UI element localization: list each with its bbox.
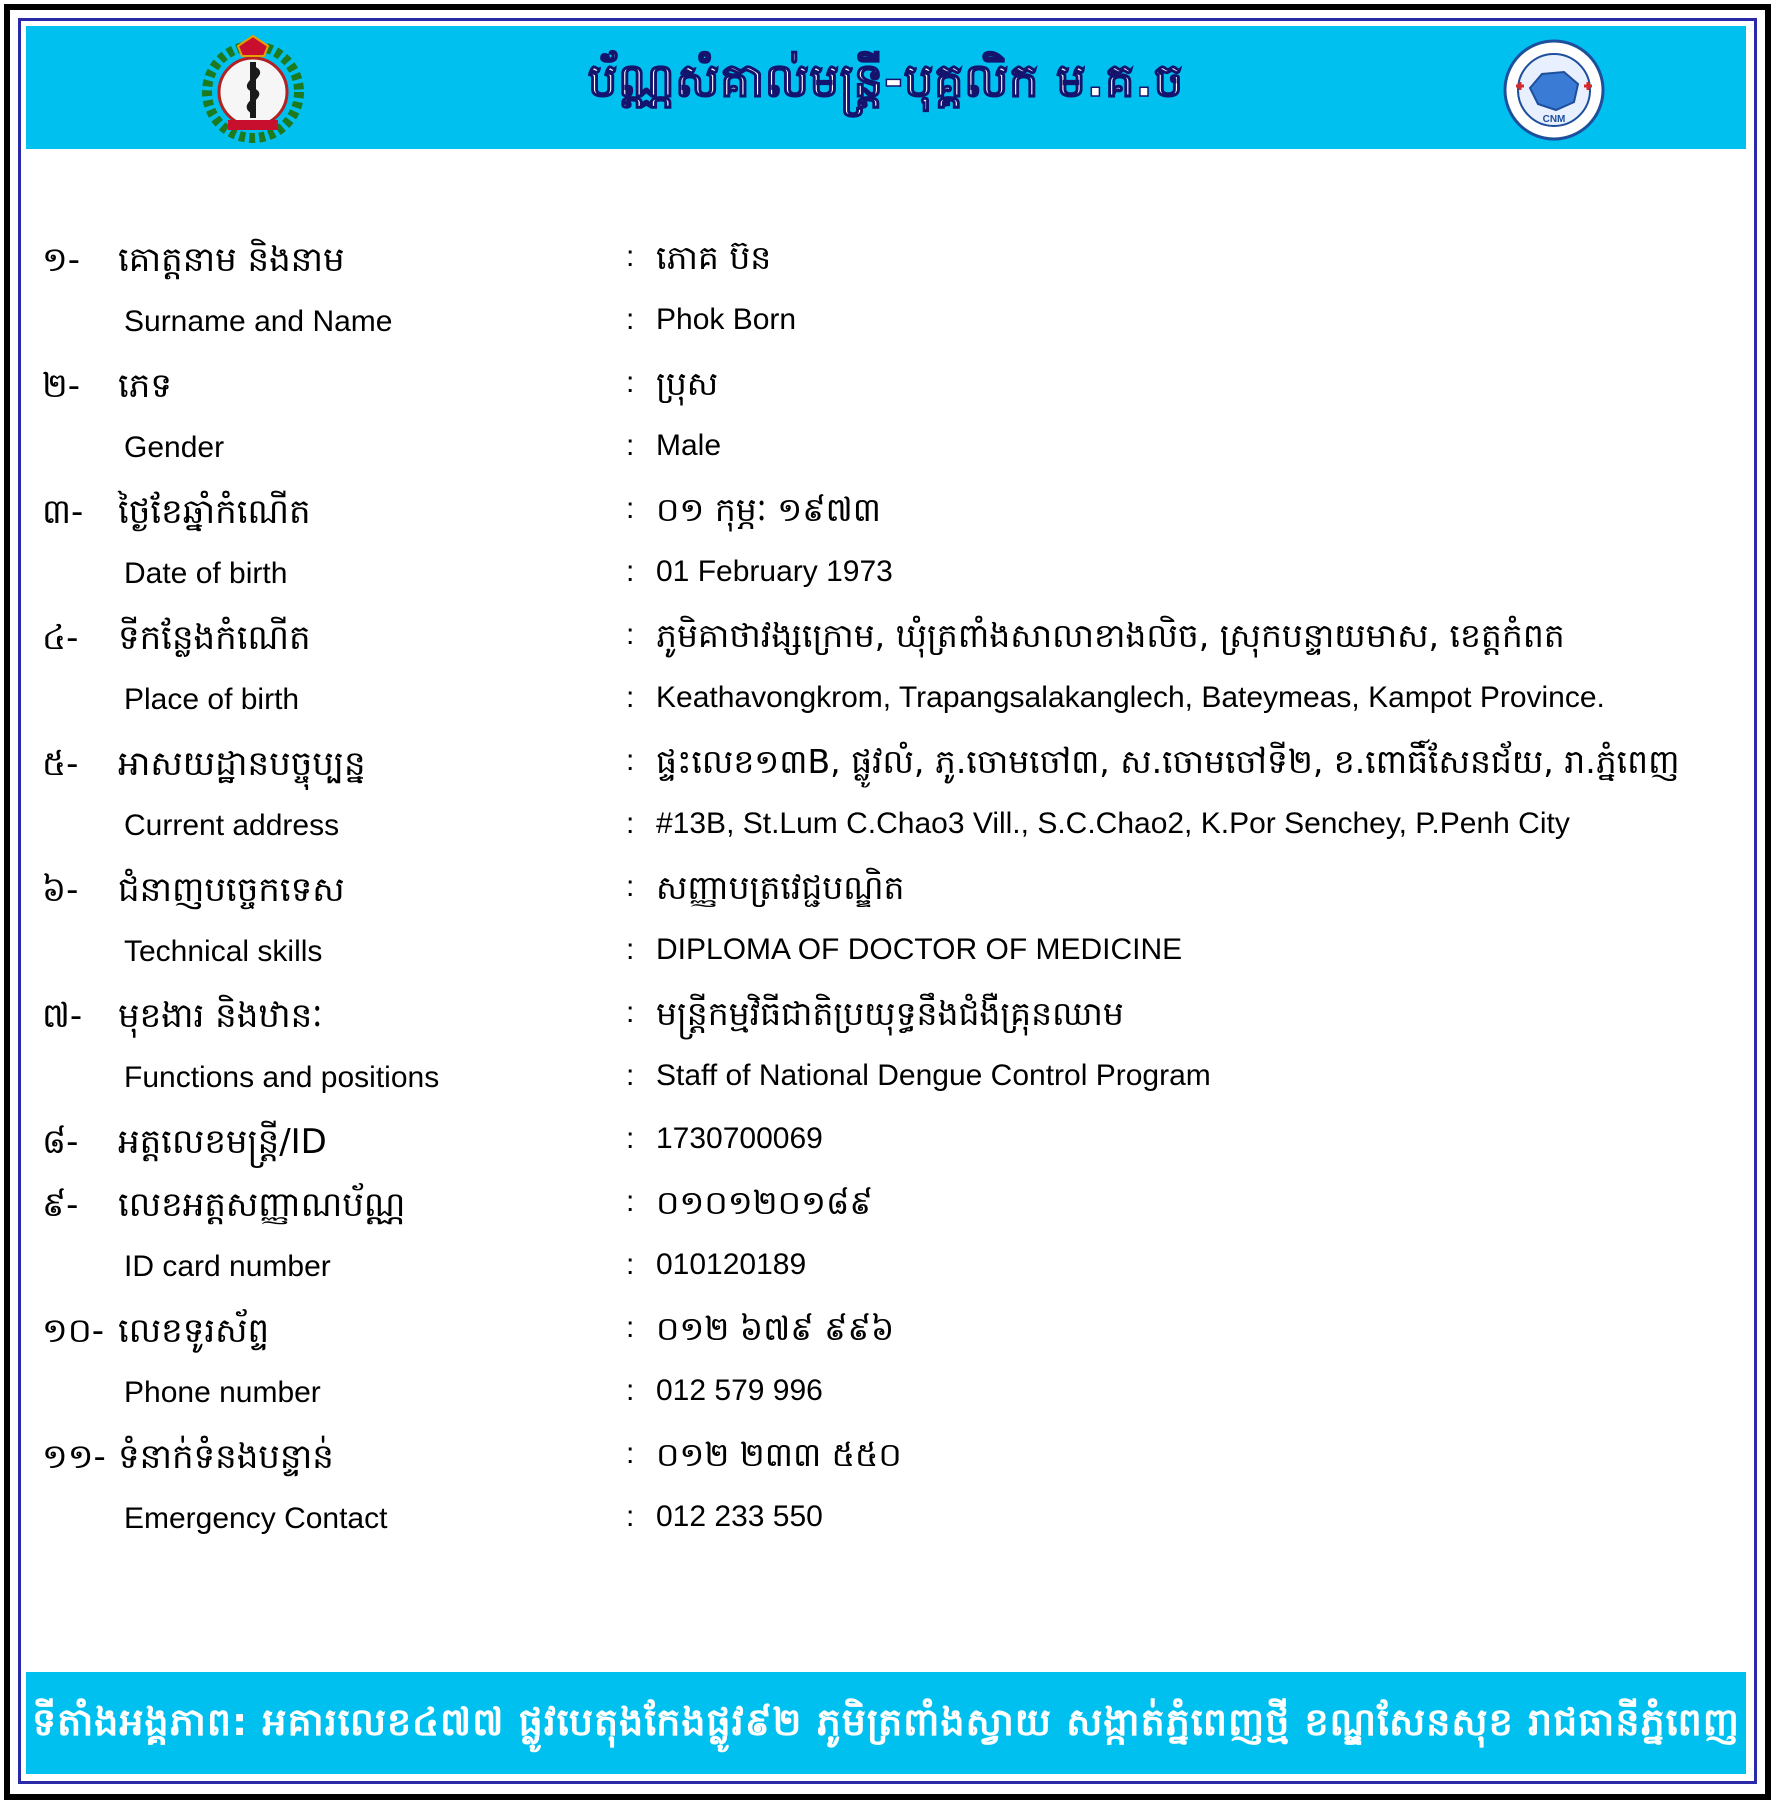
cnm-logo-text: CNM	[1542, 114, 1566, 125]
row-9-km	[0, 1171, 1771, 1234]
row-6-km	[0, 856, 1771, 919]
row-2-en	[0, 415, 1771, 478]
row-5-km	[0, 730, 1771, 793]
row-11-km	[0, 1423, 1771, 1486]
row-number: ៨-	[42, 1122, 79, 1162]
label-phone-en: Phone number	[124, 1376, 321, 1409]
row-3-en	[0, 541, 1771, 604]
row-8-km	[0, 1108, 1771, 1171]
footer-banner	[26, 1672, 1746, 1774]
label-name-km: គោត្តនាម និងនាម	[118, 240, 345, 280]
colon: :	[626, 1437, 635, 1470]
label-phone-km: លេខទូរស័ព្ទ	[118, 1311, 270, 1351]
colon: :	[626, 303, 635, 336]
value-phone-km: ០១២ ៦៧៩ ៩៩៦	[656, 1309, 895, 1348]
value-skills-km: សញ្ញាបត្រវេជ្ជបណ្ឌិត	[656, 868, 905, 907]
colon: :	[626, 933, 635, 966]
value-phone-en: 012 579 996	[656, 1374, 823, 1407]
row-1-en	[0, 289, 1771, 352]
row-number: ៥-	[42, 744, 79, 784]
value-emergency-en: 012 233 550	[656, 1500, 823, 1533]
colon: :	[626, 1185, 635, 1218]
value-birthplace-km: ភូមិគាថាវង្សក្រោម, ឃុំត្រពាំងសាលាខាងលិច, ស្រុកបន្ទាយមាស, ខេត្តកំពត	[656, 616, 1565, 655]
info-rows	[0, 226, 1771, 1549]
label-position-en: Functions and positions	[124, 1061, 440, 1094]
label-position-km: មុខងារ និងឋានៈ	[118, 996, 323, 1036]
row-3-km	[0, 478, 1771, 541]
colon: :	[626, 996, 635, 1029]
label-gender-en: Gender	[124, 431, 225, 464]
row-7-en	[0, 1045, 1771, 1108]
row-number: ៤-	[42, 618, 79, 658]
row-7-km	[0, 982, 1771, 1045]
row-number: ១-	[42, 240, 81, 280]
row-4-en	[0, 667, 1771, 730]
colon: :	[626, 492, 635, 525]
row-11-en	[0, 1486, 1771, 1549]
value-dob-km: ០១ កុម្ភៈ ១៩៧៣	[656, 490, 881, 529]
value-gender-km: ប្រុស	[656, 364, 719, 403]
colon: :	[626, 555, 635, 588]
label-gender-km: ភេទ	[118, 366, 172, 406]
colon: :	[626, 1374, 635, 1407]
colon: :	[626, 366, 635, 399]
label-skills-en: Technical skills	[124, 935, 323, 968]
value-position-en: Staff of National Dengue Control Program	[656, 1059, 1211, 1092]
label-emergency-en: Emergency Contact	[124, 1502, 388, 1535]
colon: :	[626, 870, 635, 903]
value-dob-en: 01 February 1973	[656, 555, 893, 588]
colon: :	[626, 1311, 635, 1344]
label-birthplace-en: Place of birth	[124, 683, 300, 716]
row-number: ៣-	[42, 492, 84, 532]
value-skills-en: DIPLOMA OF DOCTOR OF MEDICINE	[656, 933, 1183, 966]
value-address-en: #13B, St.Lum C.Chao3 Vill., S.C.Chao2, K.Por Senchey, P.Penh City	[656, 807, 1570, 840]
value-officer-id: 1730700069	[656, 1122, 823, 1155]
label-birthplace-km: ទីកន្លែងកំណើត	[118, 618, 311, 658]
card-title: ប័ណ្ណសំគាល់មន្ត្រី-បុគ្គលិក ម.គ.ច	[588, 53, 1184, 107]
value-idcard-en: 010120189	[656, 1248, 807, 1281]
row-number: ១១-	[42, 1437, 106, 1477]
colon: :	[626, 681, 635, 714]
row-2-km	[0, 352, 1771, 415]
row-number: ៧-	[42, 996, 83, 1036]
label-idcard-en: ID card number	[124, 1250, 331, 1283]
header-banner	[26, 26, 1746, 149]
office-address: ទីតាំងអង្គភាព: អគារលេខ៤៧៧ ផ្លូវបេតុងកែងផ្លូវ៩២ ភូមិត្រពាំងស្វាយ សង្កាត់ភ្នំពេញថ្មី ខណ្ឌសែនសុខ រាជធានីភ្នំពេញ	[32, 1700, 1740, 1744]
value-address-km: ផ្ទះលេខ១៣B, ផ្លូវលំ, ភូ.ចោមចៅ៣, ស.ចោមចៅទី២, ខ.ពោធិ៍សែនជ័យ, រា.ភ្នំពេញ	[656, 742, 1680, 781]
label-officer-id: អត្តលេខមន្ត្រី/ID	[118, 1122, 327, 1162]
label-address-en: Current address	[124, 809, 340, 842]
colon: :	[626, 1500, 635, 1533]
colon: :	[626, 240, 635, 273]
label-emergency-km: ទំនាក់ទំនងបន្ទាន់	[118, 1437, 334, 1477]
value-position-km: មន្ត្រីកម្មវិធីជាតិប្រយុទ្ធនឹងជំងឺគ្រុនឈាម	[656, 994, 1124, 1033]
row-5-en	[0, 793, 1771, 856]
cnm-logo-icon	[1502, 38, 1606, 142]
value-idcard-km: ០១០១២០១៨៩	[656, 1183, 873, 1222]
colon: :	[626, 807, 635, 840]
colon: :	[626, 1122, 635, 1155]
label-address-km: អាសយដ្ឋានបច្ចុប្បន្ន	[118, 744, 366, 784]
row-6-en	[0, 919, 1771, 982]
label-idcard-km: លេខអត្តសញ្ញាណប័ណ្ណ	[118, 1185, 406, 1225]
label-dob-en: Date of birth	[124, 557, 288, 590]
row-10-km	[0, 1297, 1771, 1360]
row-number: ៩-	[42, 1185, 79, 1225]
row-number: ១០-	[42, 1311, 105, 1351]
value-gender-en: Male	[656, 429, 722, 462]
colon: :	[626, 1059, 635, 1092]
row-9-en	[0, 1234, 1771, 1297]
value-birthplace-en: Keathavongkrom, Trapangsalakanglech, Bateymeas, Kampot Province.	[656, 681, 1605, 714]
row-number: ៦-	[42, 870, 79, 910]
label-skills-km: ជំនាញបច្ចេកទេស	[118, 870, 345, 910]
value-name-km: ភោគ ប៊ន	[656, 238, 772, 277]
row-4-km	[0, 604, 1771, 667]
colon: :	[626, 1248, 635, 1281]
value-name-en: Phok Born	[656, 303, 797, 336]
colon: :	[626, 429, 635, 462]
row-number: ២-	[42, 366, 81, 406]
value-emergency-km: ០១២ ២៣៣ ៥៥០	[656, 1435, 902, 1474]
label-name-en: Surname and Name	[124, 305, 393, 338]
row-10-en	[0, 1360, 1771, 1423]
colon: :	[626, 618, 635, 651]
colon: :	[626, 744, 635, 777]
label-dob-km: ថ្ងៃខែឆ្នាំកំណើត	[118, 492, 311, 532]
row-1-km	[0, 226, 1771, 289]
